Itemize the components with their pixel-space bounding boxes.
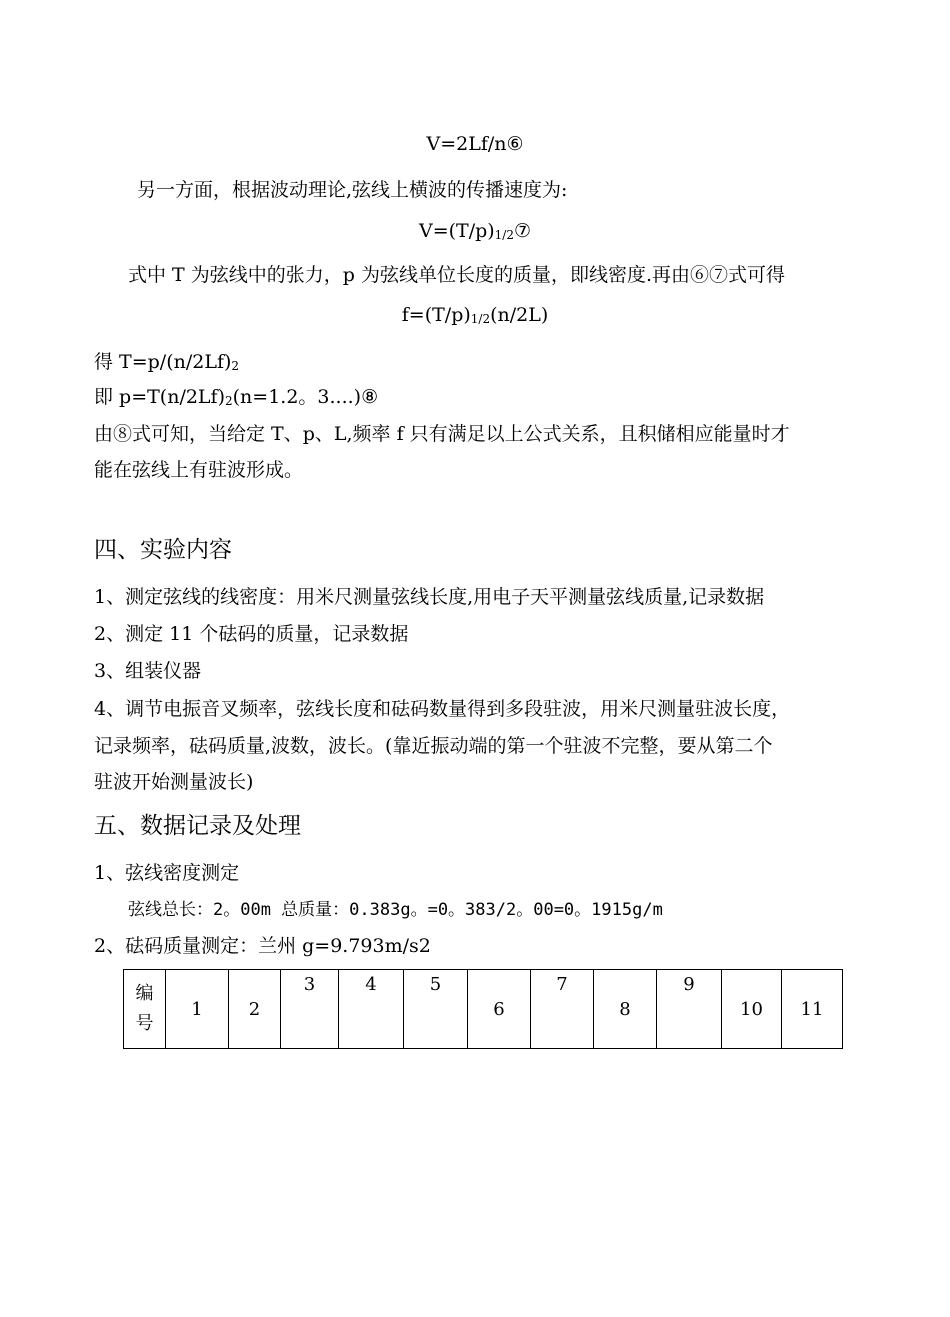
formula-subscript: 1/2 [494, 228, 514, 242]
header-char: 编 [135, 983, 154, 1004]
list-item: 1、测定弦线的线密度：用米尺测量弦线长度,用电子天平测量弦线质量,记录数据 [94, 586, 765, 608]
formula-subscript: 1/2 [470, 312, 491, 326]
list-item: 4、调节电振音叉频率，弦线长度和砝码数量得到多段驻波，用米尺测量驻波长度， [94, 698, 791, 720]
formula-text: (n/2L) [490, 304, 549, 326]
paragraph-wave-theory: 另一方面，根据波动理论,弦线上横波的传播速度为: [137, 179, 568, 201]
table-header-cell [124, 970, 166, 1049]
table-cell: 10 [722, 970, 782, 1049]
formula-derive-tension [94, 350, 239, 378]
table-cell: 2 [229, 970, 281, 1049]
formula-text: 即 p=T(n/2Lf) [94, 386, 225, 408]
formula-subscript: 2 [225, 394, 233, 408]
list-item: 3、组装仪器 [94, 660, 202, 682]
subsection-title-string-density: 1、弦线密度测定 [94, 862, 240, 884]
header-char: 号 [135, 1013, 154, 1034]
formula-text: 得 T=p/(n/2Lf) [94, 351, 232, 373]
section-heading-data-processing: 五、数据记录及处理 [94, 813, 301, 839]
formula-text: V=(T/p) [418, 220, 495, 242]
formula-velocity-tension [0, 219, 950, 247]
formula-text: ⑦ [513, 220, 532, 242]
formula-frequency [0, 303, 950, 331]
formula-text: V=2Lf/n⑥ [426, 133, 524, 155]
table-cell: 11 [782, 970, 843, 1049]
paragraph-tension-definition: 式中 T 为弦线中的张力，p 为弦线单位长度的质量，即线密度.再由⑥⑦式可得 [128, 264, 785, 286]
string-density-measurement: 弦线总长：2。00m 总质量：0.383g。=0。383/2。00=0。1915g/m [128, 900, 663, 920]
section-heading-experiment-content: 四、实验内容 [94, 537, 232, 563]
list-item: 2、测定 11 个砝码的质量，记录数据 [94, 623, 409, 645]
table-cell: 8 [594, 970, 657, 1049]
paragraph-conclusion-line-2: 能在弦线上有驻波形成。 [94, 459, 304, 481]
table-cell: 5 [404, 970, 468, 1049]
list-item-continuation: 驻波开始测量波长) [94, 771, 254, 793]
paragraph-conclusion-line-1: 由⑧式可知，当给定 T、p、L,频率 f 只有满足以上公式关系，且积储相应能量时才 [94, 423, 790, 445]
formula-derive-density [94, 385, 378, 413]
formula-text: (n=1.2。3....)⑧ [232, 386, 379, 408]
table-cell: 6 [468, 970, 531, 1049]
list-item-continuation: 记录频率，砝码质量,波数，波长。(靠近振动端的第一个驻波不完整，要从第二个 [94, 735, 773, 757]
subsection-title-weight-mass: 2、砝码质量测定：兰州 g=9.793m/s2 [94, 935, 431, 957]
table-cell: 4 [339, 970, 404, 1049]
table-row [124, 970, 843, 1049]
formula-subscript: 2 [231, 359, 240, 373]
table-cell: 1 [166, 970, 229, 1049]
formula-text: f=(T/p) [401, 304, 471, 326]
table-cell: 9 [657, 970, 722, 1049]
table-cell: 7 [531, 970, 594, 1049]
table-cell: 3 [281, 970, 339, 1049]
weight-number-table [123, 969, 843, 1049]
formula-velocity-length [0, 132, 950, 156]
